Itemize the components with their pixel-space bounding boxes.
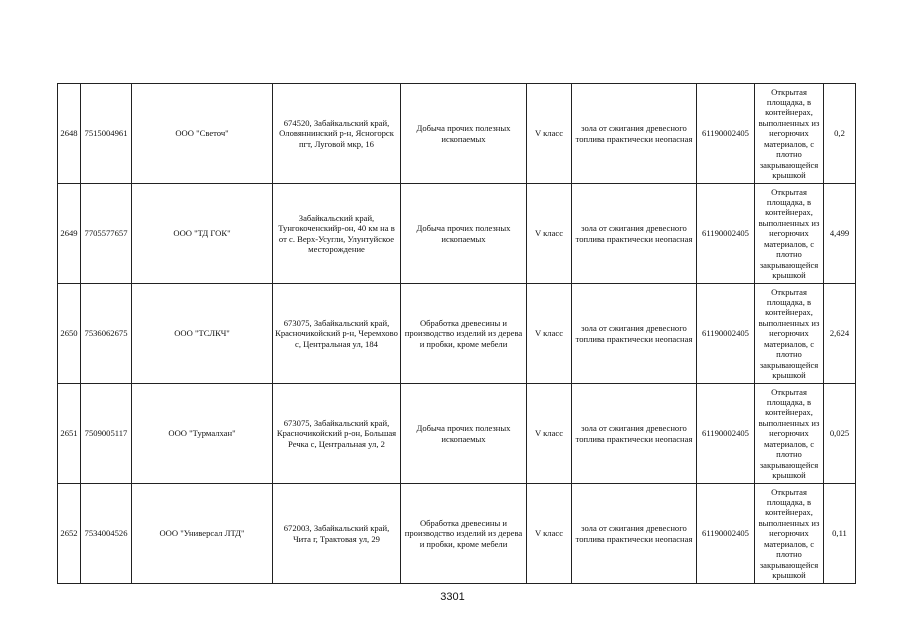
activity-cell: Обработка древесины и производство изделий из дерева и пробки, кроме мебели bbox=[401, 284, 527, 384]
hazard-class-cell: V класс bbox=[527, 184, 572, 284]
organization-cell: ООО "Светоч" bbox=[132, 84, 273, 184]
page-number: 3301 bbox=[440, 591, 465, 603]
waste-code-cell: 61190002405 bbox=[697, 484, 755, 584]
activity-cell: Добыча прочих полезных ископаемых bbox=[401, 384, 527, 484]
hazard-class-cell: V класс bbox=[527, 384, 572, 484]
waste-code-cell: 61190002405 bbox=[697, 84, 755, 184]
storage-method-cell: Открытая площадка, в контейнерах, выполненных из негорючих материалов, с плотно закрывающейся крышкой bbox=[755, 184, 824, 284]
address-cell: Забайкальский край, Тунгокоченскийр-он, 40 км на в от с. Верх-Усугли, Улунтуйское месторождение bbox=[273, 184, 401, 284]
storage-method-cell: Открытая площадка, в контейнерах, выполненных из негорючих материалов, с плотно закрывающейся крышкой bbox=[755, 484, 824, 584]
inn-cell: 7534004526 bbox=[81, 484, 132, 584]
waste-name-cell: зола от сжигания древесного топлива практически неопасная bbox=[572, 284, 697, 384]
organization-cell: ООО "ТД ГОК" bbox=[132, 184, 273, 284]
waste-name-cell: зола от сжигания древесного топлива практически неопасная bbox=[572, 84, 697, 184]
activity-cell: Добыча прочих полезных ископаемых bbox=[401, 184, 527, 284]
waste-code-cell: 61190002405 bbox=[697, 284, 755, 384]
inn-cell: 7515004961 bbox=[81, 84, 132, 184]
storage-method-cell: Открытая площадка, в контейнерах, выполненных из негорючих материалов, с плотно закрывающейся крышкой bbox=[755, 284, 824, 384]
activity-cell: Добыча прочих полезных ископаемых bbox=[401, 84, 527, 184]
inn-cell: 7509005117 bbox=[81, 384, 132, 484]
amount-cell: 0,025 bbox=[824, 384, 856, 484]
row-number: 2649 bbox=[58, 184, 81, 284]
amount-cell: 0,11 bbox=[824, 484, 856, 584]
activity-cell: Обработка древесины и производство изделий из дерева и пробки, кроме мебели bbox=[401, 484, 527, 584]
inn-cell: 7536062675 bbox=[81, 284, 132, 384]
organization-cell: ООО "Турмалхан" bbox=[132, 384, 273, 484]
row-number: 2651 bbox=[58, 384, 81, 484]
waste-name-cell: зола от сжигания древесного топлива практически неопасная bbox=[572, 384, 697, 484]
waste-code-cell: 61190002405 bbox=[697, 384, 755, 484]
waste-code-cell: 61190002405 bbox=[697, 184, 755, 284]
organization-cell: ООО "ТСЛКЧ" bbox=[132, 284, 273, 384]
hazard-class-cell: V класс bbox=[527, 84, 572, 184]
amount-cell: 2,624 bbox=[824, 284, 856, 384]
address-cell: 673075, Забайкальский край, Красночикойский р-он, Большая Речка с, Центральная ул, 2 bbox=[273, 384, 401, 484]
waste-registry-table bbox=[57, 83, 856, 584]
hazard-class-cell: V класс bbox=[527, 284, 572, 384]
amount-cell: 4,499 bbox=[824, 184, 856, 284]
row-number: 2648 bbox=[58, 84, 81, 184]
table-row bbox=[58, 484, 856, 584]
waste-name-cell: зола от сжигания древесного топлива практически неопасная bbox=[572, 484, 697, 584]
table-row bbox=[58, 184, 856, 284]
storage-method-cell: Открытая площадка, в контейнерах, выполненных из негорючих материалов, с плотно закрывающейся крышкой bbox=[755, 84, 824, 184]
table-row bbox=[58, 384, 856, 484]
organization-cell: ООО "Универсал ЛТД" bbox=[132, 484, 273, 584]
waste-name-cell: зола от сжигания древесного топлива практически неопасная bbox=[572, 184, 697, 284]
row-number: 2650 bbox=[58, 284, 81, 384]
table-row bbox=[58, 84, 856, 184]
amount-cell: 0,2 bbox=[824, 84, 856, 184]
address-cell: 674520, Забайкальский край, Оловяннинский р-н, Ясногорск пгт, Луговой мкр, 16 bbox=[273, 84, 401, 184]
address-cell: 672003, Забайкальский край, Чита г, Трактовая ул, 29 bbox=[273, 484, 401, 584]
storage-method-cell: Открытая площадка, в контейнерах, выполненных из негорючих материалов, с плотно закрывающейся крышкой bbox=[755, 384, 824, 484]
address-cell: 673075, Забайкальский край, Красночикойский р-н, Черемхово с, Центральная ул, 184 bbox=[273, 284, 401, 384]
inn-cell: 7705577657 bbox=[81, 184, 132, 284]
row-number: 2652 bbox=[58, 484, 81, 584]
table-row bbox=[58, 284, 856, 384]
hazard-class-cell: V класс bbox=[527, 484, 572, 584]
